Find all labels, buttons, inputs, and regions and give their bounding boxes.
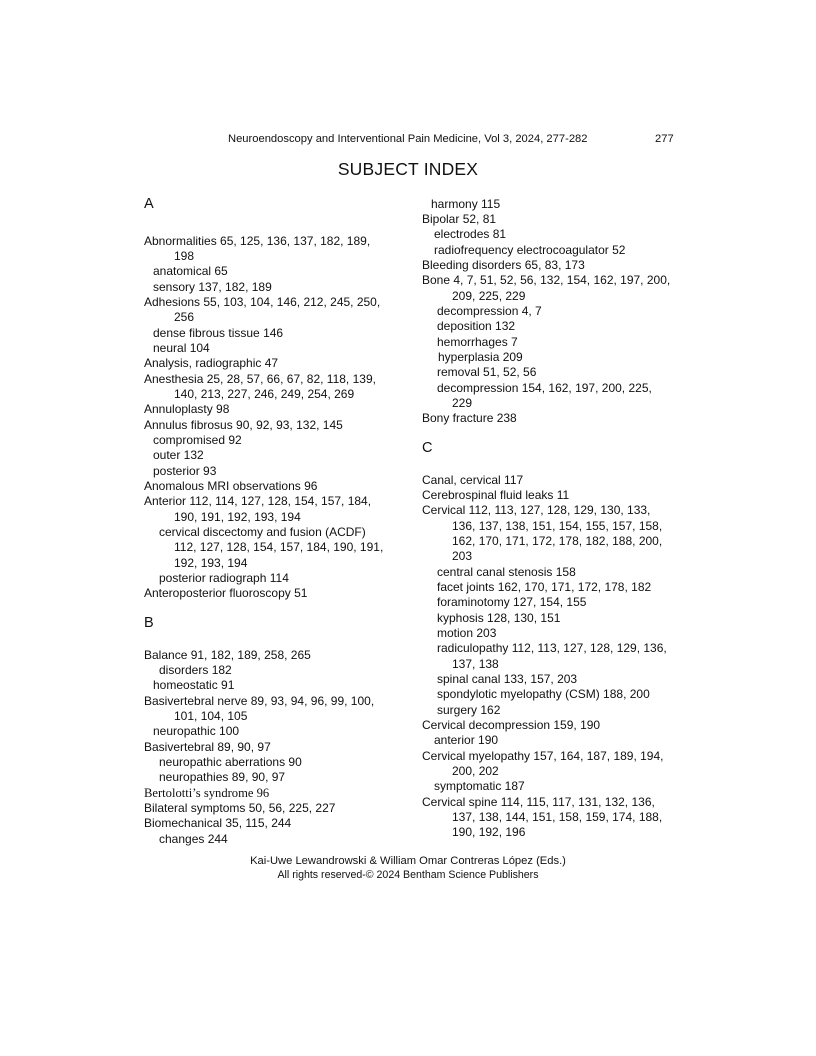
index-entry: Bipolar 52, 81 xyxy=(422,212,497,226)
section-letter-c: C xyxy=(422,440,433,456)
index-entry: Balance 91, 182, 189, 258, 265 xyxy=(144,648,311,662)
index-entry: Annulus fibrosus 90, 92, 93, 132, 145 xyxy=(144,418,343,432)
index-entry: Bone 4, 7, 51, 52, 56, 132, 154, 162, 197, 200, xyxy=(422,273,671,287)
index-entry-continuation: 209, 225, 229 xyxy=(452,289,526,303)
index-entry: Bilateral symptoms 50, 56, 225, 227 xyxy=(144,801,336,815)
index-entry-continuation: 140, 213, 227, 246, 249, 254, 269 xyxy=(174,387,355,401)
index-entry: Basivertebral nerve 89, 93, 94, 96, 99, 100, xyxy=(144,694,375,708)
running-header xyxy=(0,133,816,149)
page-number: 277 xyxy=(655,133,674,145)
index-entry-continuation: 137, 138 xyxy=(452,657,499,671)
index-subentry: kyphosis 128, 130, 151 xyxy=(437,611,561,625)
index-entry: Analysis, radiographic 47 xyxy=(144,356,279,370)
index-entry: Cervical 112, 113, 127, 128, 129, 130, 133, xyxy=(422,503,651,517)
index-entry: Cervical decompression 159, 190 xyxy=(422,718,601,732)
index-entry: Abnormalities 65, 125, 136, 137, 182, 189, xyxy=(144,234,371,248)
index-subentry: foraminotomy 127, 154, 155 xyxy=(437,595,587,609)
index-entry: Canal, cervical 117 xyxy=(422,473,524,487)
index-subentry: central canal stenosis 158 xyxy=(437,565,576,579)
index-entry-continuation: 190, 192, 196 xyxy=(452,825,526,839)
index-entry: Biomechanical 35, 115, 244 xyxy=(144,816,292,830)
index-subentry: sensory 137, 182, 189 xyxy=(153,280,272,294)
index-subentry: neuropathies 89, 90, 97 xyxy=(159,770,286,784)
index-entry: Cervical spine 114, 115, 117, 131, 132, 136, xyxy=(422,795,655,809)
index-subentry: removal 51, 52, 56 xyxy=(437,365,537,379)
index-subentry: motion 203 xyxy=(437,626,497,640)
index-subentry: anterior 190 xyxy=(434,733,499,747)
index-entry-continuation: 192, 193, 194 xyxy=(174,556,248,570)
section-letter-a: A xyxy=(144,196,154,212)
index-subentry: surgery 162 xyxy=(437,703,501,717)
index-subentry: changes 244 xyxy=(159,832,228,846)
index-subentry: decompression 154, 162, 197, 200, 225, xyxy=(437,381,652,395)
index-subentry: hyperplasia 209 xyxy=(438,350,523,364)
index-subentry: facet joints 162, 170, 171, 172, 178, 182 xyxy=(437,580,652,594)
index-entry: Anterior 112, 114, 127, 128, 154, 157, 184, xyxy=(144,494,372,508)
index-entry-continuation: 190, 191, 192, 193, 194 xyxy=(174,510,301,524)
index-entry: Adhesions 55, 103, 104, 146, 212, 245, 250, xyxy=(144,295,381,309)
index-subentry: neuropathic aberrations 90 xyxy=(159,755,302,769)
index-entry: Annuloplasty 98 xyxy=(144,402,230,416)
page-title: SUBJECT INDEX xyxy=(337,159,479,179)
index-subentry: neural 104 xyxy=(153,341,210,355)
index-entry-continuation: 101, 104, 105 xyxy=(174,709,248,723)
index-subentry: homeostatic 91 xyxy=(153,678,235,692)
index-entry-continuation: 198 xyxy=(174,249,195,263)
journal-citation: Neuroendoscopy and Interventional Pain Medicine, Vol 3, 2024, 277-282 xyxy=(228,133,588,145)
index-entry-continuation: 256 xyxy=(174,310,195,324)
index-subentry: dense fibrous tissue 146 xyxy=(153,326,284,340)
index-subentry: radiofrequency electrocoagulator 52 xyxy=(434,243,626,257)
index-subentry: outer 132 xyxy=(153,448,204,462)
index-subentry: spondylotic myelopathy (CSM) 188, 200 xyxy=(437,687,650,701)
index-entry: Anomalous MRI observations 96 xyxy=(144,479,318,493)
index-entry: Anteroposterior fluoroscopy 51 xyxy=(144,586,308,600)
index-entry: Basivertebral 89, 90, 97 xyxy=(144,740,271,754)
index-subentry: decompression 4, 7 xyxy=(437,304,542,318)
index-subentry: disorders 182 xyxy=(159,663,232,677)
index-subentry: cervical discectomy and fusion (ACDF) xyxy=(159,525,366,539)
index-entry-continuation: 229 xyxy=(452,396,473,410)
index-subentry: posterior 93 xyxy=(153,464,217,478)
index-subentry: hemorrhages 7 xyxy=(437,335,518,349)
index-subentry: neuropathic 100 xyxy=(153,724,240,738)
index-entry: Bleeding disorders 65, 83, 173 xyxy=(422,258,585,272)
footer-copyright: All rights reserved-© 2024 Bentham Science Publishers xyxy=(277,869,539,881)
footer-editors: Kai-Uwe Lewandrowski & William Omar Contreras López (Eds.) xyxy=(250,855,566,867)
index-subentry: electrodes 81 xyxy=(434,227,507,241)
index-entry: Bertolotti’s syndrome 96 xyxy=(144,786,270,800)
index-entry-continuation: 200, 202 xyxy=(452,764,499,778)
index-entry: Cerebrospinal fluid leaks 11 xyxy=(422,488,570,502)
section-letter-b: B xyxy=(144,615,154,631)
index-entry-continuation: 136, 137, 138, 151, 154, 155, 157, 158, xyxy=(452,519,663,533)
index-subentry: posterior radiograph 114 xyxy=(159,571,289,585)
index-entry: Anesthesia 25, 28, 57, 66, 67, 82, 118, 139, xyxy=(144,372,376,386)
index-subentry: spinal canal 133, 157, 203 xyxy=(437,672,578,686)
index-entry-continuation: 203 xyxy=(452,549,473,563)
index-subentry: compromised 92 xyxy=(153,433,242,447)
index-entry-continuation: 162, 170, 171, 172, 178, 182, 188, 200, xyxy=(452,534,663,548)
index-subentry: anatomical 65 xyxy=(153,264,228,278)
index-entry-continuation: 137, 138, 144, 151, 158, 159, 174, 188, xyxy=(452,810,663,824)
index-subentry: symptomatic 187 xyxy=(434,779,525,793)
index-subentry: harmony 115 xyxy=(431,197,501,211)
index-entry-continuation: 112, 127, 128, 154, 157, 184, 190, 191, xyxy=(174,540,384,554)
index-entry: Cervical myelopathy 157, 164, 187, 189, 194, xyxy=(422,749,664,763)
index-subentry: radiculopathy 112, 113, 127, 128, 129, 136, xyxy=(437,641,667,655)
index-subentry: deposition 132 xyxy=(437,319,516,333)
index-entry: Bony fracture 238 xyxy=(422,411,517,425)
